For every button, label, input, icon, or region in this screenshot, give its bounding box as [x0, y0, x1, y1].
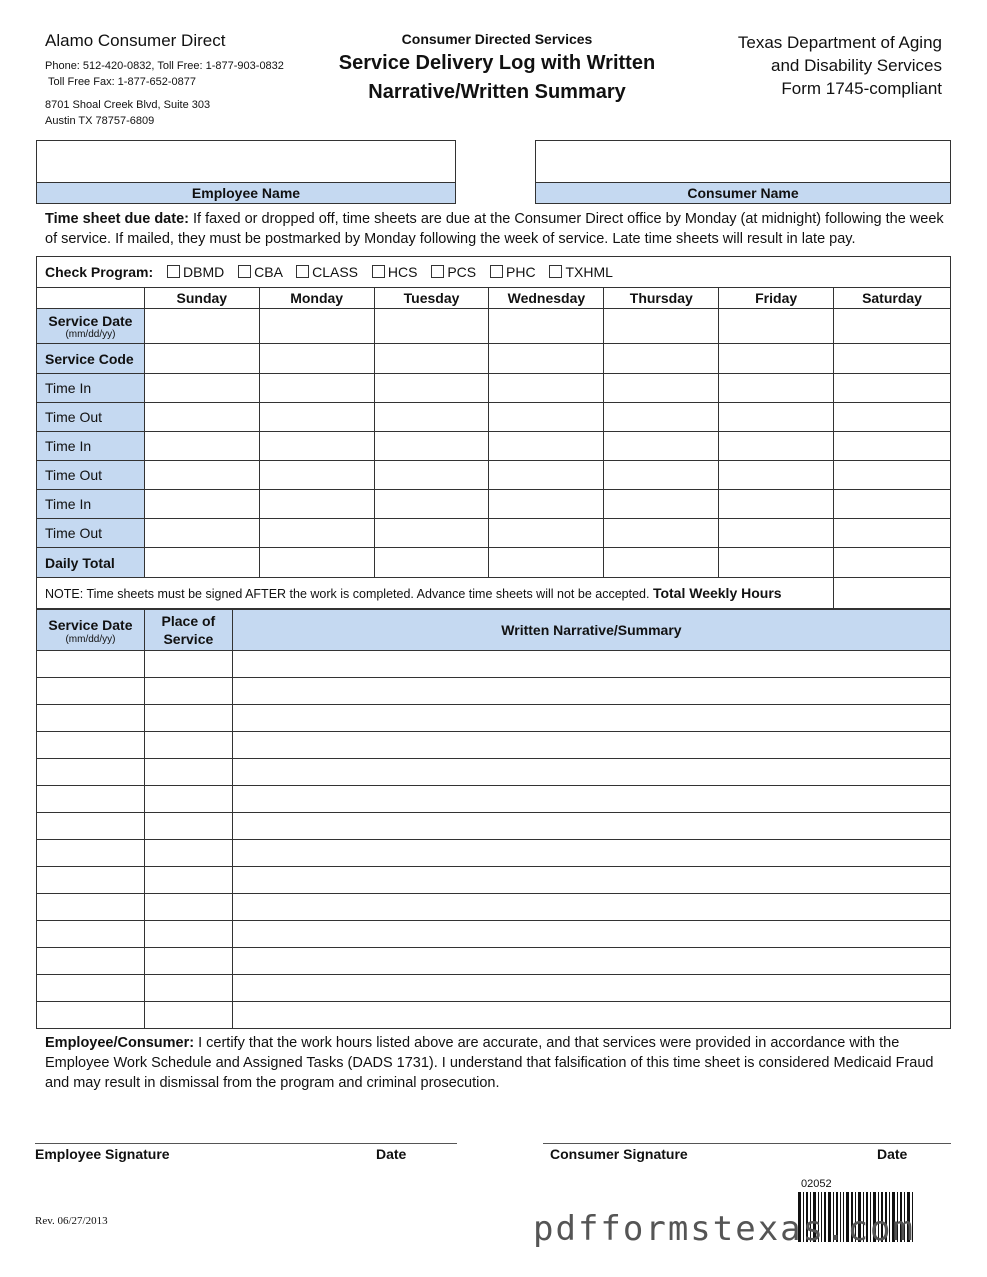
narrative-place-cell[interactable] [144, 786, 232, 813]
checkbox-cba[interactable] [238, 265, 251, 278]
service-date-cell[interactable] [374, 309, 489, 344]
time-in-cell[interactable] [604, 374, 719, 403]
form-title-line-1: Service Delivery Log with Written [338, 52, 656, 74]
narrative-summary-cell[interactable] [232, 840, 950, 867]
narrative-place-cell[interactable] [144, 840, 232, 867]
narrative-col-date-text: Service Date [48, 616, 133, 633]
narrative-table [36, 609, 951, 1029]
time-out-cell[interactable] [604, 519, 719, 548]
time-in-cell[interactable] [144, 432, 259, 461]
narrative-place-cell[interactable] [144, 975, 232, 1002]
employee-date-label: Date [376, 1146, 407, 1162]
narrative-summary-cell[interactable] [232, 705, 950, 732]
service-date-format: (mm/dd/yy) [65, 328, 116, 340]
time-out-cell[interactable] [604, 461, 719, 490]
time-in-cell[interactable] [834, 432, 951, 461]
due-date-text: If faxed or dropped off, time sheets are due at the Consumer Direct office by Monday (at midnight) following the week of service. If mailed, they must be postmarked by Monday following the week of service. Late time sheets will result in late pay. [45, 211, 944, 247]
time-in-cell[interactable] [374, 432, 489, 461]
day-header-thursday: Thursday [604, 288, 719, 309]
consumer-signature-line[interactable] [543, 1143, 951, 1144]
due-date-label: Time sheet due date: [45, 211, 189, 227]
time-in-label: Time In [37, 374, 145, 403]
narrative-date-cell[interactable] [37, 651, 145, 678]
barcode-number: 02052 [801, 1178, 832, 1190]
time-out-cell[interactable] [834, 403, 951, 432]
narrative-date-cell[interactable] [37, 759, 145, 786]
time-out-cell[interactable] [259, 519, 374, 548]
narrative-date-cell[interactable] [37, 1002, 145, 1029]
narrative-date-cell[interactable] [37, 786, 145, 813]
daily-total-cell[interactable] [834, 548, 951, 578]
narrative-row [37, 867, 951, 894]
program-option-class: CLASS [312, 264, 358, 280]
time-in-cell[interactable] [719, 432, 834, 461]
narrative-summary-cell[interactable] [232, 732, 950, 759]
narrative-date-cell[interactable] [37, 813, 145, 840]
time-in-cell[interactable] [834, 374, 951, 403]
service-date-text: Service Date [48, 312, 133, 329]
certification-label: Employee/Consumer: [45, 1035, 195, 1051]
employee-signature-line[interactable] [35, 1143, 457, 1144]
total-weekly-hours-label: Total Weekly Hours [652, 585, 782, 601]
narrative-row [37, 813, 951, 840]
narrative-row [37, 786, 951, 813]
time-out-label: Time Out [37, 519, 145, 548]
narrative-summary-cell[interactable] [232, 678, 950, 705]
time-in-row-1 [37, 374, 951, 403]
narrative-row [37, 678, 951, 705]
time-in-cell[interactable] [719, 490, 834, 519]
time-in-cell[interactable] [719, 374, 834, 403]
form-subtitle: Consumer Directed Services [401, 31, 593, 47]
daily-total-label: Daily Total [37, 548, 145, 578]
narrative-summary-cell[interactable] [232, 921, 950, 948]
narrative-col-place-line-1: Place of [161, 613, 216, 629]
time-in-cell[interactable] [834, 490, 951, 519]
revision-date: Rev. 06/27/2013 [35, 1215, 108, 1227]
program-label: Check Program: [45, 264, 154, 280]
narrative-place-cell[interactable] [144, 651, 232, 678]
time-in-row-3 [37, 490, 951, 519]
time-in-label: Time In [37, 490, 145, 519]
time-out-cell[interactable] [374, 403, 489, 432]
timesheet-table [36, 256, 951, 609]
daily-total-cell[interactable] [719, 548, 834, 578]
certification-text [45, 1033, 945, 1093]
narrative-row [37, 651, 951, 678]
narrative-header-row [37, 610, 951, 651]
narrative-summary-cell[interactable] [232, 867, 950, 894]
employee-name-field[interactable] [36, 140, 456, 183]
note-cell [37, 578, 834, 609]
narrative-place-cell[interactable] [144, 732, 232, 759]
time-out-cell[interactable] [144, 519, 259, 548]
time-out-label: Time Out [37, 403, 145, 432]
org-name: Alamo Consumer Direct [45, 31, 226, 50]
time-out-cell[interactable] [834, 461, 951, 490]
time-out-cell[interactable] [374, 461, 489, 490]
narrative-summary-cell[interactable] [232, 651, 950, 678]
agency-line-2: and Disability Services [770, 56, 942, 75]
time-in-cell[interactable] [259, 490, 374, 519]
time-out-cell[interactable] [259, 461, 374, 490]
service-code-cell[interactable] [719, 344, 834, 374]
watermark: pdfformstexas.com [533, 1209, 915, 1249]
org-phone: Phone: 512-420-0832, Toll Free: 1-877-903-0832 [45, 60, 284, 72]
time-out-cell[interactable] [719, 519, 834, 548]
narrative-summary-cell[interactable] [232, 786, 950, 813]
narrative-summary-cell[interactable] [232, 975, 950, 1002]
narrative-date-cell[interactable] [37, 921, 145, 948]
narrative-date-cell[interactable] [37, 840, 145, 867]
time-out-cell[interactable] [144, 461, 259, 490]
narrative-date-cell[interactable] [37, 705, 145, 732]
narrative-place-cell[interactable] [144, 678, 232, 705]
daily-total-cell[interactable] [259, 548, 374, 578]
service-code-cell[interactable] [259, 344, 374, 374]
narrative-date-cell[interactable] [37, 732, 145, 759]
certification-body: I certify that the work hours listed above are accurate, and that services were provided in accordance with the Employee Work Schedule and Assigned Tasks (DADS 1731). I understand that falsification of this time sheet is considered Medicaid Fraud and may result in dismissal from the program and criminal prosecution. [45, 1035, 934, 1091]
org-address-2: Austin TX 78757-6809 [45, 115, 155, 127]
narrative-col-date-format: (mm/dd/yy) [65, 633, 116, 645]
time-out-cell[interactable] [489, 461, 604, 490]
agency-block [738, 31, 942, 100]
program-cell [37, 257, 951, 288]
narrative-col-date [37, 610, 145, 651]
narrative-row [37, 732, 951, 759]
service-code-label: Service Code [37, 344, 145, 374]
time-out-cell[interactable] [834, 519, 951, 548]
agency-line-3: Form 1745-compliant [781, 79, 942, 98]
program-option-txhml: TXHML [565, 264, 613, 280]
narrative-place-cell[interactable] [144, 705, 232, 732]
consumer-date-label: Date [877, 1146, 908, 1162]
daily-total-cell[interactable] [489, 548, 604, 578]
program-option-cba: CBA [254, 264, 283, 280]
narrative-date-cell[interactable] [37, 894, 145, 921]
checkbox-hcs[interactable] [372, 265, 385, 278]
narrative-row [37, 975, 951, 1002]
checkbox-txhml[interactable] [549, 265, 562, 278]
time-in-row-2 [37, 432, 951, 461]
narrative-date-cell[interactable] [37, 975, 145, 1002]
narrative-date-cell[interactable] [37, 678, 145, 705]
narrative-row [37, 894, 951, 921]
total-weekly-hours-field[interactable] [834, 578, 951, 609]
time-out-cell[interactable] [604, 403, 719, 432]
service-date-cell[interactable] [719, 309, 834, 344]
checkbox-pcs[interactable] [431, 265, 444, 278]
service-date-label [37, 309, 145, 344]
form-title-line-2: Narrative/Written Summary [368, 81, 626, 103]
time-out-row-3 [37, 519, 951, 548]
narrative-place-cell[interactable] [144, 1002, 232, 1029]
service-date-row [37, 309, 951, 344]
day-header-row [37, 288, 951, 309]
narrative-row [37, 759, 951, 786]
time-out-row-2 [37, 461, 951, 490]
time-in-cell[interactable] [489, 490, 604, 519]
narrative-summary-cell[interactable] [232, 894, 950, 921]
time-out-cell[interactable] [374, 519, 489, 548]
time-in-cell[interactable] [144, 374, 259, 403]
narrative-place-cell[interactable] [144, 948, 232, 975]
checkbox-phc[interactable] [490, 265, 503, 278]
day-header-friday: Friday [719, 288, 834, 309]
service-code-cell[interactable] [144, 344, 259, 374]
narrative-date-cell[interactable] [37, 867, 145, 894]
narrative-row [37, 840, 951, 867]
time-out-row-1 [37, 403, 951, 432]
day-header-wednesday: Wednesday [489, 288, 604, 309]
time-in-cell[interactable] [144, 490, 259, 519]
time-in-label: Time In [37, 432, 145, 461]
time-out-cell[interactable] [259, 403, 374, 432]
program-option-pcs: PCS [447, 264, 477, 280]
narrative-place-cell[interactable] [144, 921, 232, 948]
narrative-place-cell[interactable] [144, 759, 232, 786]
day-header-saturday: Saturday [834, 288, 951, 309]
time-out-cell[interactable] [719, 403, 834, 432]
time-in-cell[interactable] [374, 374, 489, 403]
daily-total-cell[interactable] [604, 548, 719, 578]
narrative-row [37, 921, 951, 948]
day-header-corner [37, 288, 145, 309]
service-date-cell[interactable] [144, 309, 259, 344]
service-date-cell[interactable] [259, 309, 374, 344]
narrative-place-cell[interactable] [144, 867, 232, 894]
time-in-cell[interactable] [374, 490, 489, 519]
time-in-cell[interactable] [489, 374, 604, 403]
narrative-row [37, 948, 951, 975]
program-option-hcs: HCS [387, 264, 418, 280]
day-header-monday: Monday [259, 288, 374, 309]
org-fax: Toll Free Fax: 1-877-652-0877 [48, 76, 196, 88]
note-text: NOTE: Time sheets must be signed AFTER the work is completed. Advance time sheets will not be accepted. [45, 587, 650, 601]
org-address-1: 8701 Shoal Creek Blvd, Suite 303 [45, 99, 211, 111]
service-code-cell[interactable] [834, 344, 951, 374]
narrative-col-summary: Written Narrative/Summary [232, 610, 950, 651]
consumer-name-label: Consumer Name [535, 183, 951, 204]
service-code-cell[interactable] [489, 344, 604, 374]
checkbox-class[interactable] [296, 265, 309, 278]
time-in-cell[interactable] [604, 490, 719, 519]
narrative-summary-cell[interactable] [232, 759, 950, 786]
checkbox-dbmd[interactable] [167, 265, 180, 278]
narrative-row [37, 1002, 951, 1029]
time-in-cell[interactable] [259, 432, 374, 461]
agency-line-1: Texas Department of Aging [737, 33, 942, 52]
form-title-block [330, 31, 664, 105]
time-in-cell[interactable] [259, 374, 374, 403]
day-header-tuesday: Tuesday [374, 288, 489, 309]
daily-total-row [37, 548, 951, 578]
time-in-cell[interactable] [604, 432, 719, 461]
daily-total-cell[interactable] [144, 548, 259, 578]
service-date-cell[interactable] [604, 309, 719, 344]
consumer-name-field[interactable] [535, 140, 951, 183]
narrative-place-cell[interactable] [144, 813, 232, 840]
consumer-signature-label: Consumer Signature [550, 1146, 688, 1162]
time-out-label: Time Out [37, 461, 145, 490]
due-date-notice [45, 209, 945, 249]
service-date-cell[interactable] [834, 309, 951, 344]
time-in-cell[interactable] [489, 432, 604, 461]
employee-signature-label: Employee Signature [35, 1146, 170, 1162]
narrative-row [37, 705, 951, 732]
narrative-summary-cell[interactable] [232, 1002, 950, 1029]
narrative-summary-cell[interactable] [232, 813, 950, 840]
program-option-dbmd: DBMD [183, 264, 225, 280]
time-out-cell[interactable] [489, 403, 604, 432]
service-date-cell[interactable] [489, 309, 604, 344]
narrative-col-place-line-2: Service [163, 631, 214, 647]
service-code-cell[interactable] [374, 344, 489, 374]
service-code-cell[interactable] [604, 344, 719, 374]
program-row [37, 257, 951, 288]
time-out-cell[interactable] [144, 403, 259, 432]
service-code-row [37, 344, 951, 374]
program-option-phc: PHC [506, 264, 536, 280]
daily-total-cell[interactable] [374, 548, 489, 578]
employee-name-label: Employee Name [36, 183, 456, 204]
narrative-col-place [144, 610, 232, 651]
day-header-sunday: Sunday [144, 288, 259, 309]
time-out-cell[interactable] [489, 519, 604, 548]
time-out-cell[interactable] [719, 461, 834, 490]
narrative-date-cell[interactable] [37, 948, 145, 975]
narrative-place-cell[interactable] [144, 894, 232, 921]
note-row [37, 578, 951, 609]
narrative-summary-cell[interactable] [232, 948, 950, 975]
